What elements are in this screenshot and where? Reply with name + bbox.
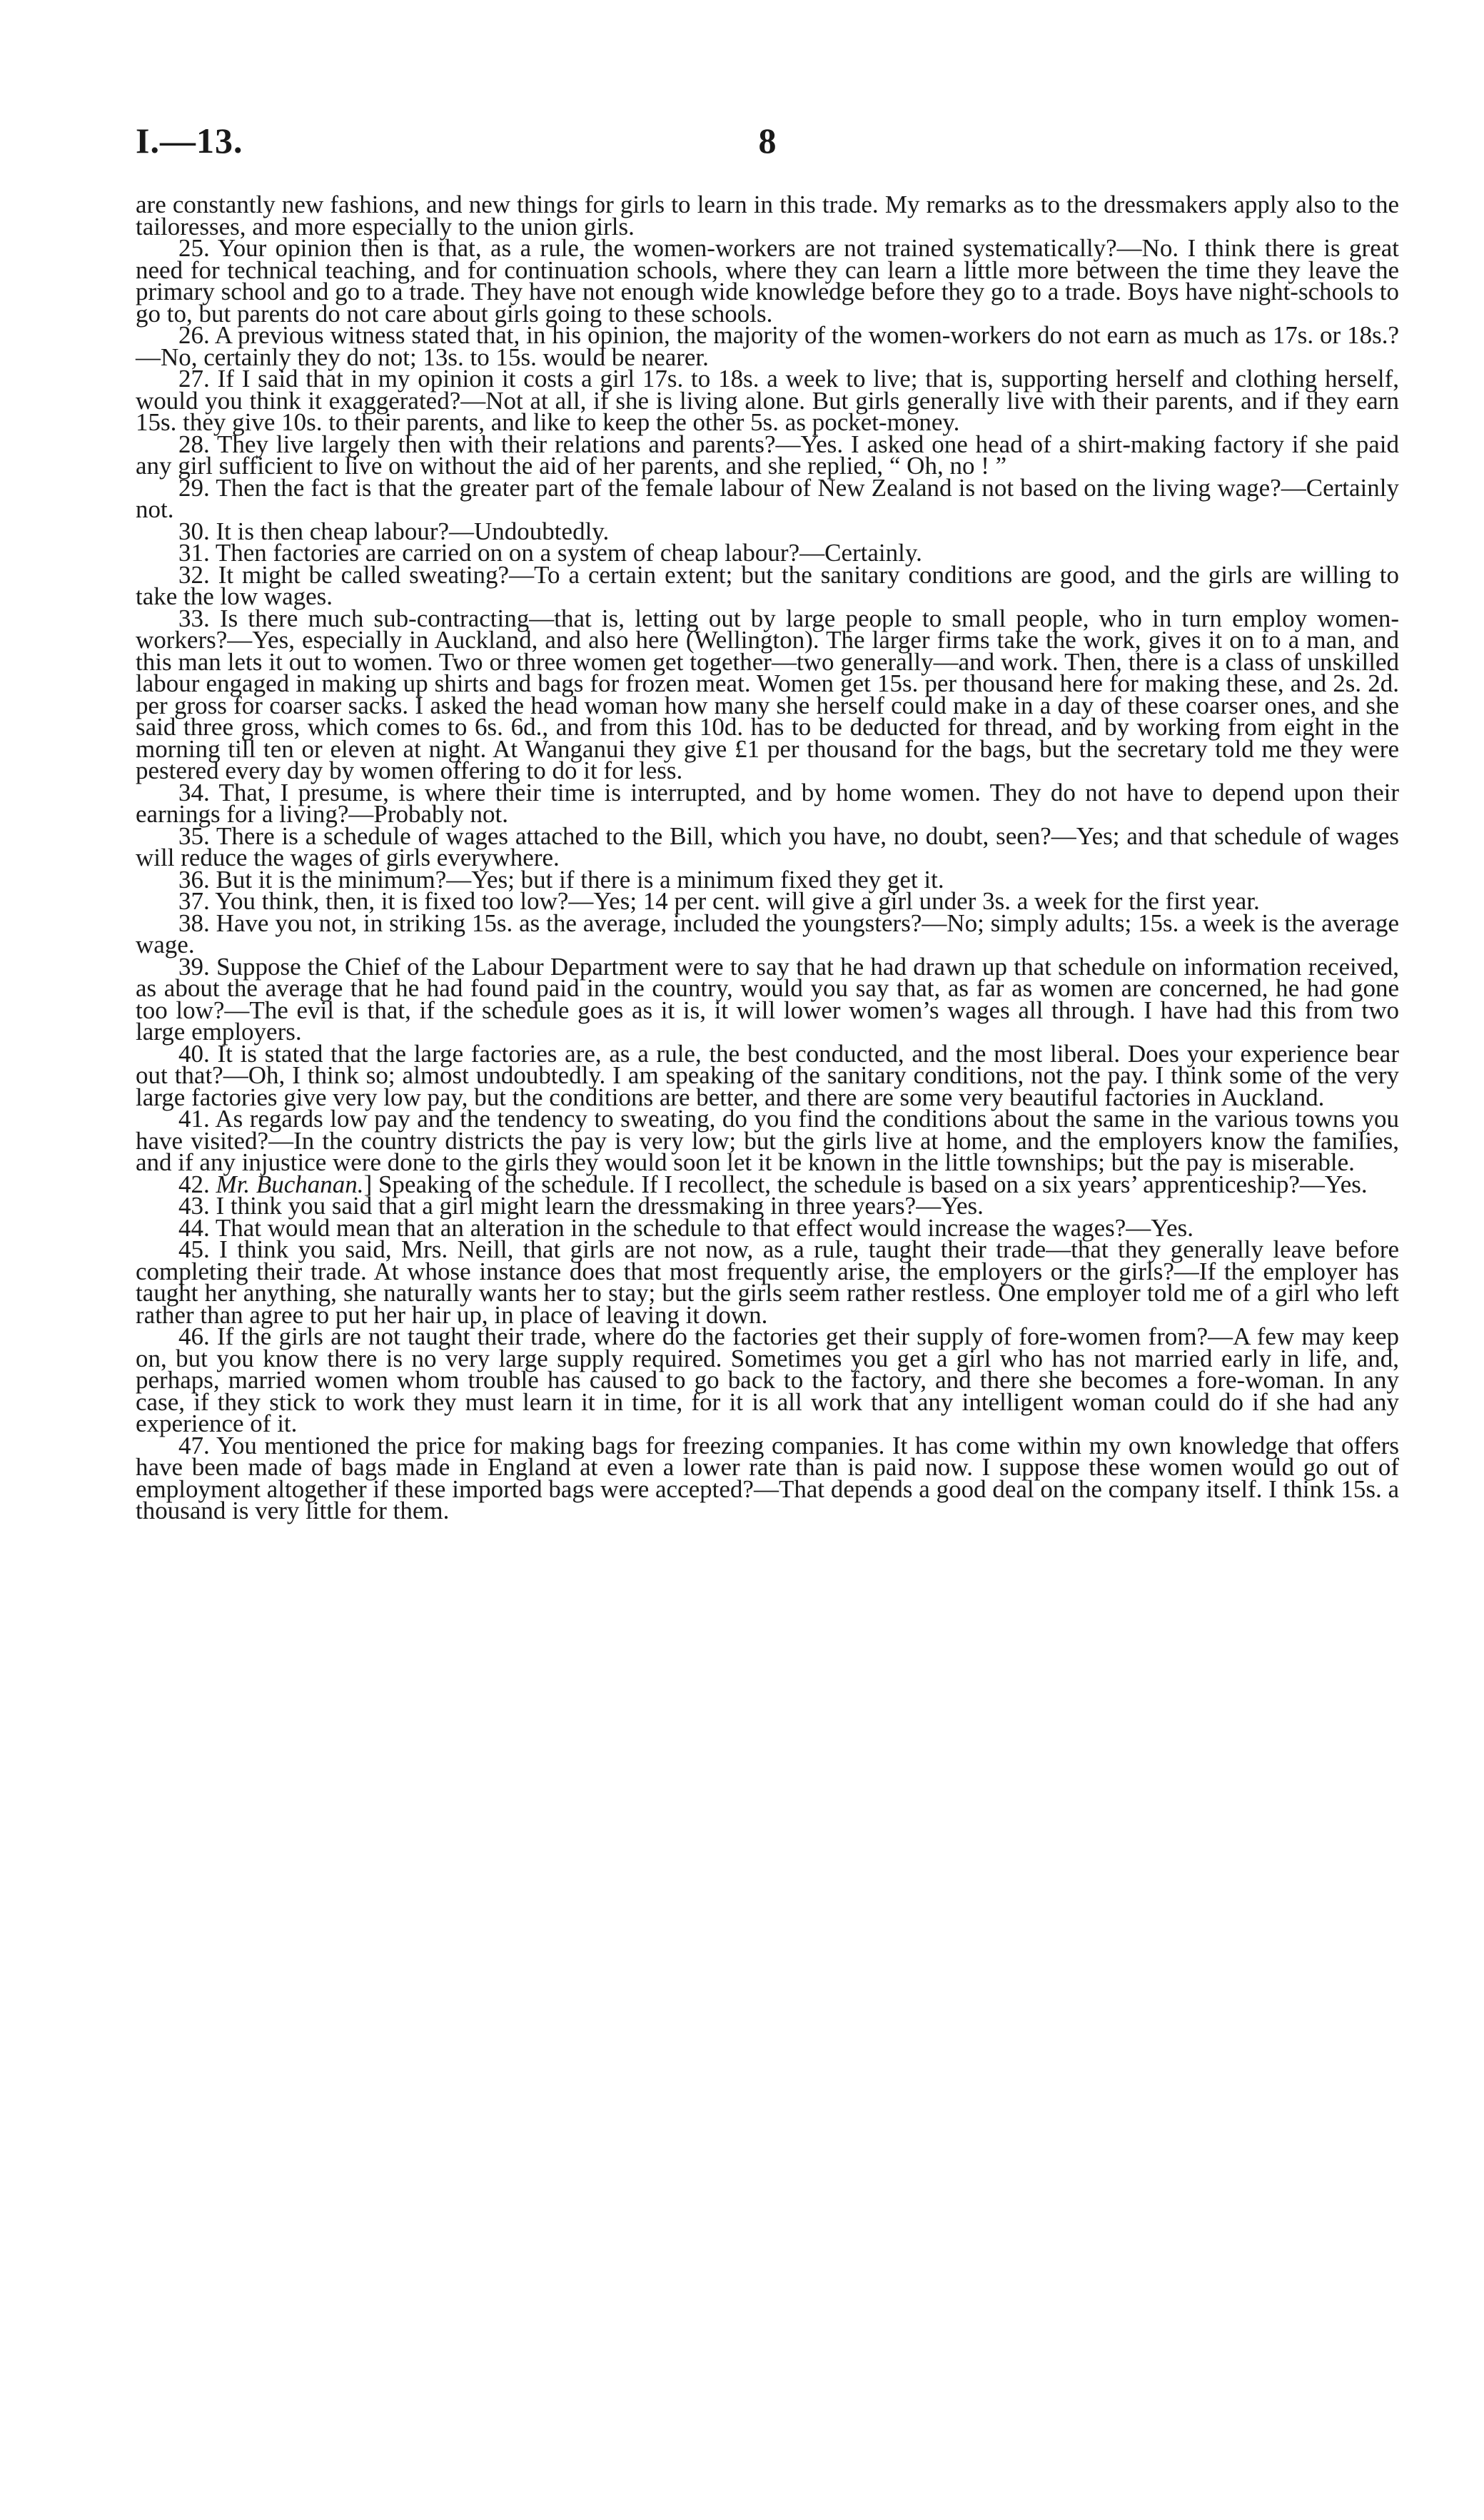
paragraph-text: Is there much sub-contracting—that is, letting out by large people to small people, who in turn employ women-workers?—Yes, especially in Auckland, and also here (Wellington). The larger firms take the work, gives it on to a man, and this man lets it out to women. Two or three women get together—two generally—and work. Then, there is a class of unskilled labour engaged in making up shirts and bags for frozen meat. Women get 15s. per thousand here for making these, and 2s. 2d. per gross for coarser sacks. I asked the head woman how many she herself could make in a day of these coarser ones, and she said three gross, which comes to 6s. 6d., and from this 10d. has to be deducted for thread, and by working from eight in the morning till ten or eleven at night. At Wanganui they give £1 per thousand for the bags, but the secretary told me they were pestered every day by women offering to do it for less. bbox=[136, 604, 1399, 784]
speaker-name: Mr. Buchanan. bbox=[216, 1170, 364, 1198]
paragraph-text: I think you said that a girl might learn the dressmaking in three years?—Yes. bbox=[216, 1192, 984, 1220]
question-number: 33. bbox=[178, 604, 210, 632]
question-number: 35. bbox=[178, 821, 210, 850]
paragraph-text: If I said that in my opinion it costs a girl 17s. to 18s. a week to live; that is, supporting herself and clothing herself, would you think it exaggerated?—Not at all, if she is living alone. But girls generally live with their parents, and if they earn 15s. they give 10s. to their parents, and like to keep the other 5s. as pocket-money. bbox=[136, 365, 1399, 436]
question-paragraph bbox=[136, 321, 1399, 371]
question-number: 27. bbox=[178, 365, 210, 393]
paragraph-text: You think, then, it is fixed too low?—Yes; 14 per cent. will give a girl under 3s. a week for the first year. bbox=[215, 887, 1260, 915]
question-paragraph bbox=[136, 191, 1399, 241]
paragraph-text: Suppose the Chief of the Labour Department were to say that he had drawn up that schedule on information received, as about the average that he had found paid in the country, would you say that, as far as women are concerned, he had gone too low?—The evil is that, if the schedule goes as it is, it will lower women’s wages all through. I have had this from two large employers. bbox=[136, 952, 1400, 1046]
page-number: 8 bbox=[758, 121, 777, 161]
question-number: 26. bbox=[178, 321, 210, 349]
paragraph-text: There is a schedule of wages attached to the Bill, which you have, no doubt, seen?—Yes; and that schedule of wages will reduce the wages of girls everywhere. bbox=[136, 821, 1399, 871]
question-number: 41. bbox=[178, 1105, 210, 1133]
paragraph-text: As regards low pay and the tendency to sweating, do you find the conditions about the same in the various towns you have visited?—In the country districts the pay is very low; but the girls live at home, and the employers know the families, and if any injustice were done to the girls they would soon let it be known in the little townships; but the pay is miserable. bbox=[136, 1105, 1399, 1176]
paragraph-text: Have you not, in striking 15s. as the average, included the youngsters?—No; simply adults; 15s. a week is the average wage. bbox=[136, 909, 1399, 958]
paragraph-text: But it is the minimum?—Yes; but if there is a minimum fixed they get it. bbox=[216, 865, 944, 894]
question-paragraph bbox=[136, 365, 1399, 436]
paragraph-text: A previous witness stated that, in his opinion, the majority of the women-workers do not earn as much as 17s. or 18s.?—No, certainly they do not; 13s. to 15s. would be nearer. bbox=[136, 321, 1399, 371]
question-paragraph bbox=[136, 909, 1399, 958]
question-number: 31. bbox=[178, 539, 210, 567]
question-number: 29. bbox=[178, 473, 210, 502]
question-number: 37. bbox=[178, 887, 210, 915]
paragraph-text: You mentioned the price for making bags for freezing companies. It has come within my own knowledge that offers have been made of bags made in England at even a lower rate than is paid now. I suppose these women would go out of employment altogether if these imported bags were accepted?—That depends a good deal on the company itself. I think 15s. a thousand is very little for them. bbox=[136, 1431, 1399, 1524]
question-number: 30. bbox=[178, 517, 210, 545]
paragraph-text: That, I presume, is where their time is interrupted, and by home women. They do not have to depend upon their earnings for a living?—Probably not. bbox=[136, 778, 1399, 828]
question-number: 28. bbox=[178, 430, 210, 458]
paragraph-text: I think you said, Mrs. Neill, that girls are not now, as a rule, taught their trade—that they generally leave before completing their trade. At whose instance does that most frequently arise, the employers or the girls?—If the employer has taught her anything, she naturally wants her to stay; but the girls seem rather restless. One employer told me of a girl who left rather than agree to put her hair up, in place of leaving it down. bbox=[136, 1235, 1400, 1329]
question-number: 36. bbox=[178, 865, 210, 894]
paragraph-text: Your opinion then is that, as a rule, the women-workers are not trained systematically?—No. I think there is great need for technical teaching, and for continuation schools, where they can learn a little more between the time they leave the primary school and go to a trade. They have not enough wide knowledge before they go to a trade. Boys have night-schools to go to, but parents do not care about girls going to these schools. bbox=[136, 234, 1400, 328]
question-number: 47. bbox=[178, 1431, 210, 1459]
question-number: 39. bbox=[178, 952, 210, 981]
paragraph-text: ] Speaking of the schedule. If I recollect, the schedule is based on a six years’ apprenticeship?—Yes. bbox=[363, 1170, 1368, 1198]
question-number: 25. bbox=[178, 234, 210, 262]
question-paragraph bbox=[136, 473, 1399, 523]
question-paragraph bbox=[136, 1039, 1399, 1111]
paragraph-text: It might be called sweating?—To a certain extent; but the sanitary conditions are good, and the girls are willing to take the low wages. bbox=[136, 560, 1399, 610]
question-paragraph bbox=[136, 821, 1399, 871]
question-paragraph bbox=[136, 1431, 1399, 1524]
question-number: 42. bbox=[178, 1170, 210, 1198]
document-code: I.—13. bbox=[136, 121, 243, 161]
paragraph-text: are constantly new fashions, and new things for girls to learn in this trade. My remarks as to the dressmakers apply also to the tailoresses, and more especially to the union girls. bbox=[136, 191, 1399, 241]
question-paragraph bbox=[136, 1105, 1399, 1176]
question-paragraph bbox=[136, 234, 1400, 328]
question-paragraph bbox=[136, 952, 1400, 1046]
question-paragraph bbox=[136, 604, 1399, 784]
question-number: 44. bbox=[178, 1213, 210, 1242]
question-paragraph bbox=[136, 778, 1399, 828]
paragraph-text: That would mean that an alteration in the schedule to that effect would increase the wages?—Yes. bbox=[215, 1213, 1193, 1242]
question-paragraph bbox=[136, 1235, 1400, 1329]
paragraph-text: Then factories are carried on on a system of cheap labour?—Certainly. bbox=[215, 539, 922, 567]
question-number: 43. bbox=[178, 1192, 210, 1220]
paragraph-text: It is then cheap labour?—Undoubtedly. bbox=[216, 517, 610, 545]
question-number: 34. bbox=[178, 778, 210, 806]
paragraph-text: Then the fact is that the greater part of the female labour of New Zealand is not based on the living wage?—Certainly not. bbox=[136, 473, 1399, 523]
evidence-text bbox=[136, 191, 1400, 1524]
page-header bbox=[136, 120, 1399, 170]
paragraph-text: It is stated that the large factories are, as a rule, the best conducted, and the most liberal. Does your experience bear out that?—Oh, I think so; almost undoubtedly. I am speaking of the sanitary conditions, not the pay. I think some of the very large factories give very low pay, but the conditions are better, and there are some very beautiful factories in Auckland. bbox=[136, 1039, 1399, 1111]
question-number: 38. bbox=[178, 909, 210, 937]
paragraph-text: They live largely then with their relations and parents?—Yes. I asked one head of a shirt-making factory if she paid any girl sufficient to live on without the aid of her parents, and she replied, “ Oh, no ! ” bbox=[136, 430, 1399, 480]
question-number: 40. bbox=[178, 1039, 210, 1068]
question-number: 46. bbox=[178, 1322, 210, 1350]
question-paragraph bbox=[136, 430, 1399, 480]
question-number: 32. bbox=[178, 560, 210, 589]
question-paragraph bbox=[136, 1322, 1400, 1437]
question-number: 45. bbox=[178, 1235, 210, 1263]
question-paragraph bbox=[136, 560, 1399, 610]
paragraph-text: If the girls are not taught their trade, where do the factories get their supply of fore-women from?—A few may keep on, but you know there is no very large supply required. Sometimes you get a girl who has not married early in life, and, perhaps, married women whom trouble has caused to go back to the factory, and there she becomes a fore-woman. In any case, if they stick to work they must learn it in time, for it is all work that any intelligent woman could do if she had any experience of it. bbox=[136, 1322, 1400, 1437]
